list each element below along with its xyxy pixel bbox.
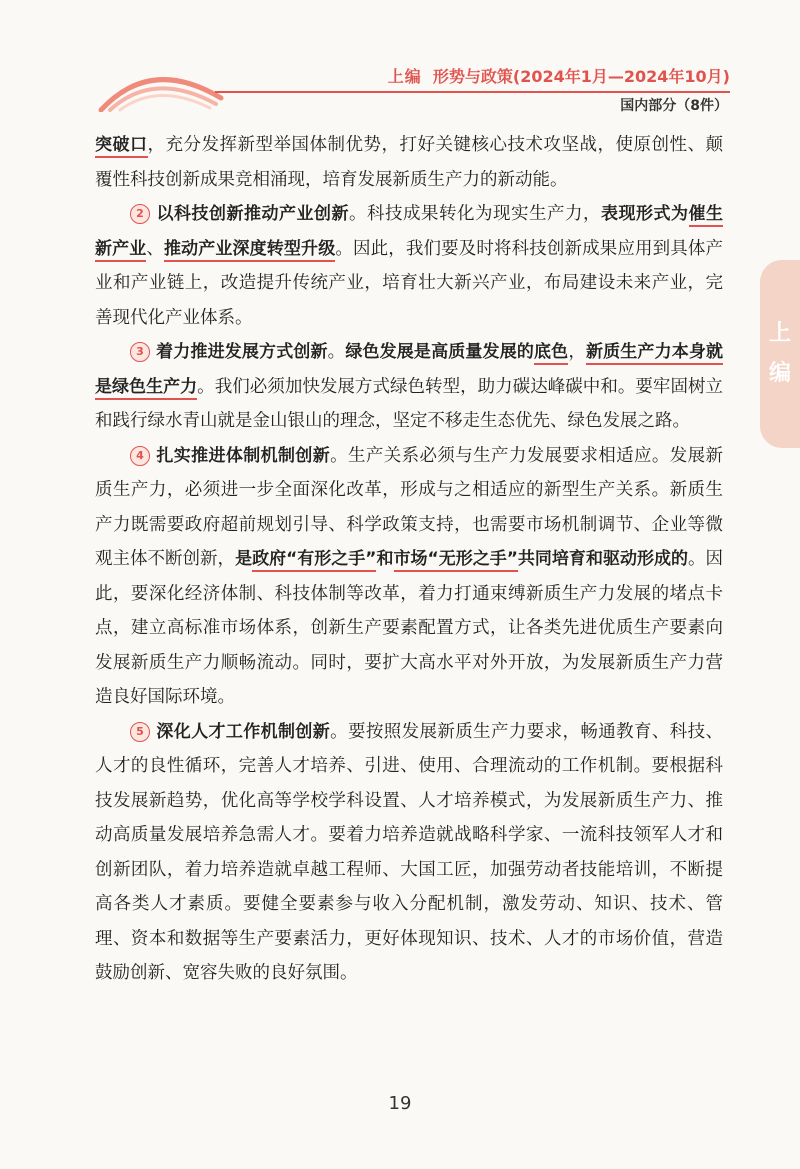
- item-title: 扎实推进体制机制创新: [156, 445, 331, 466]
- underlined-phrase: 催生新产业: [95, 204, 723, 262]
- bold-text: 共同培育和驱动形成的: [517, 549, 688, 569]
- body-text: [95, 128, 723, 991]
- underlined-phrase: 新质生产力本身就是绿色生产力: [95, 342, 723, 400]
- side-tab-char-2: 编: [768, 361, 791, 386]
- item-number-badge: 2: [130, 204, 150, 224]
- paragraph-text: 。我们必须加快发展方式绿色转型，助力碳达峰碳中和。要牢固树立和践行绿水青山就是金山银山的理念，坚定不移走生态优先、绿色发展之路。: [95, 376, 723, 431]
- underlined-phrase: 突破口: [95, 135, 148, 158]
- bold-text: 是: [235, 549, 253, 569]
- bold-text: 表现形式为: [601, 204, 689, 224]
- side-section-tab: [760, 260, 800, 448]
- paragraph-text: 。生产关系必须与生产力发展要求相适应。发展新质生产力，必须进一步全面深化改革，形成与之相适应的新型生产关系。新质生产力既需要政府超前规划引导、科学政策支持，也需要市场机制调节、企业等微观主体不断创新，: [95, 445, 723, 569]
- paragraph-item-5: [95, 715, 723, 991]
- underlined-phrase: 底色: [534, 342, 568, 365]
- header-subtitle: 国内部分（8件）: [620, 98, 728, 114]
- underlined-phrase: 市场“无形之手”: [394, 549, 518, 572]
- separator: 、: [146, 238, 165, 259]
- paragraph-item-3: [95, 335, 723, 439]
- underlined-phrase: 推动产业深度转型升级: [164, 239, 335, 262]
- paragraph-text: 。因此，我们要及时将科技创新成果应用到具体产业和产业链上，改造提升传统产业，培育壮大新兴产业，布局建设未来产业，完善现代化产业体系。: [95, 238, 724, 328]
- item-title: 以科技创新推动产业创新: [156, 204, 349, 224]
- separator: ，: [568, 342, 586, 362]
- paragraph-text: 。科技成果转化为现实生产力，: [349, 204, 601, 224]
- header-arc-decoration: [96, 62, 226, 112]
- header-section-title: 形势与政策(2024年1月—2024年10月): [432, 67, 730, 86]
- underlined-phrase: 政府“有形之手”: [252, 549, 376, 572]
- side-tab-char-1: 上: [768, 321, 791, 346]
- paragraph-text: 。要按照发展新质生产力要求，畅通教育、科技、人才的良性循环，完善人才培养、引进、使用、合理流动的工作机制。要根据科技发展新趋势，优化高等学校学科设置、人才培养模式，为发展新质生产力、推动高质量发展培养急需人才。要着力培养造就战略科学家、一流科技领军人才和创新团队，着力培养造就卓越工程师、大国工匠，加强劳动者技能培训，不断提高各类人才素质。要健全要素参与收入分配机制，激发劳动、知识、技术、管理、资本和数据等生产要素活力，更好体现知识、技术、人才的市场价值，营造鼓励创新、宽容失败的良好氛围。: [95, 721, 723, 983]
- header-part-label: 上编: [387, 67, 422, 86]
- paragraph-continuation: [95, 128, 723, 197]
- item-number-badge: 4: [130, 446, 150, 466]
- paragraph-item-4: [95, 439, 723, 715]
- item-title: 深化人才工作机制创新: [156, 721, 331, 742]
- paragraph-text: 。: [327, 342, 346, 362]
- paragraph-text: 。因此，要深化经济体制、科技体制等改革，着力打通束缚新质生产力发展的堵点卡点，建立高标准市场体系，创新生产要素配置方式，让各类先进优质生产要素向发展新质生产力顺畅流动。同时，要扩大高水平对外开放，为发展新质生产力营造良好国际环境。: [95, 549, 724, 707]
- paragraph-text: ，充分发挥新型举国体制优势，打好关键核心技术攻坚战，使原创性、颠覆性科技创新成果竞相涌现，培育发展新质生产力的新动能。: [95, 135, 723, 190]
- bold-text: 绿色发展是高质量发展的: [345, 342, 534, 362]
- page-number: 19: [388, 1093, 412, 1114]
- item-title: 着力推进发展方式创新: [156, 342, 328, 362]
- item-number-badge: 5: [130, 722, 150, 742]
- header-title: [388, 64, 730, 87]
- header-rule: [215, 91, 730, 93]
- paragraph-item-2: [95, 197, 723, 335]
- bold-text: 和: [376, 549, 394, 569]
- item-number-badge: 3: [130, 342, 150, 362]
